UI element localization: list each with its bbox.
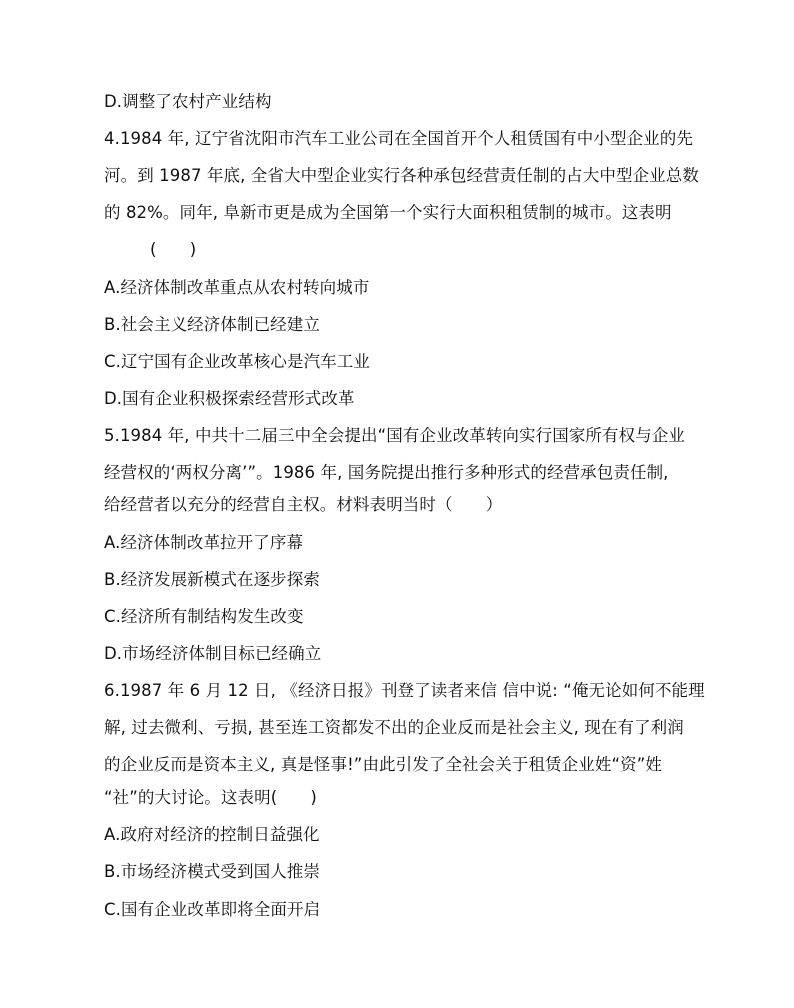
question-6-line-2: 解, 过去微利、亏损, 甚至连工资都发不出的企业反而是社会主义, 现在有了利润 bbox=[104, 718, 684, 737]
option-d-q5: D.市场经济体制目标已经确立 bbox=[104, 644, 322, 663]
answer-blank-q4: ( ) bbox=[150, 240, 197, 259]
question-6-line-1: 6.1987 年 6 月 12 日, 《经济日报》刊登了读者来信 信中说: “俺无论如何不能理 bbox=[104, 681, 705, 700]
question-5-line-2: 经营权的‘两权分离’”。1986 年, 国务院提出推行多种形式的经营承包责任制, bbox=[104, 463, 669, 482]
option-c-q4: C.辽宁国有企业改革核心是汽车工业 bbox=[104, 352, 370, 371]
option-b-q6: B.市场经济模式受到国人推崇 bbox=[104, 862, 320, 881]
option-d-q3: D.调整了农村产业结构 bbox=[104, 92, 272, 111]
question-4-line-2: 河。到 1987 年底, 全省大中型企业实行各种承包经营责任制的占大中型企业总数 bbox=[104, 166, 699, 185]
question-6-line-3: 的企业反而是资本主义, 真是怪事!”由此引发了全社会关于租赁企业姓“资”姓 bbox=[104, 755, 662, 774]
option-a-q4: A.经济体制改革重点从农村转向城市 bbox=[104, 278, 370, 297]
question-4-line-1: 4.1984 年, 辽宁省沈阳市汽车工业公司在全国首开个人租赁国有中小型企业的先 bbox=[104, 129, 693, 148]
question-6-line-4: “社”的大讨论。这表明( ) bbox=[104, 788, 317, 807]
option-a-q6: A.政府对经济的控制日益强化 bbox=[104, 825, 320, 844]
option-b-q4: B.社会主义经济体制已经建立 bbox=[104, 315, 320, 334]
question-5-line-3: 给经营者以充分的经营自主权。材料表明当时（ ） bbox=[104, 495, 503, 514]
option-a-q5: A.经济体制改革拉开了序幕 bbox=[104, 533, 304, 552]
question-5-line-1: 5.1984 年, 中共十二届三中全会提出“国有企业改革转向实行国家所有权与企业 bbox=[104, 426, 686, 445]
option-c-q5: C.经济所有制结构发生改变 bbox=[104, 607, 304, 626]
option-b-q5: B.经济发展新模式在逐步探索 bbox=[104, 570, 320, 589]
question-4-line-3: 的 82%。同年, 阜新市更是成为全国第一个实行大面积租赁制的城市。这表明 bbox=[104, 203, 672, 222]
option-c-q6: C.国有企业改革即将全面开启 bbox=[104, 900, 321, 919]
option-d-q4: D.国有企业积极探索经营形式改革 bbox=[104, 389, 355, 408]
